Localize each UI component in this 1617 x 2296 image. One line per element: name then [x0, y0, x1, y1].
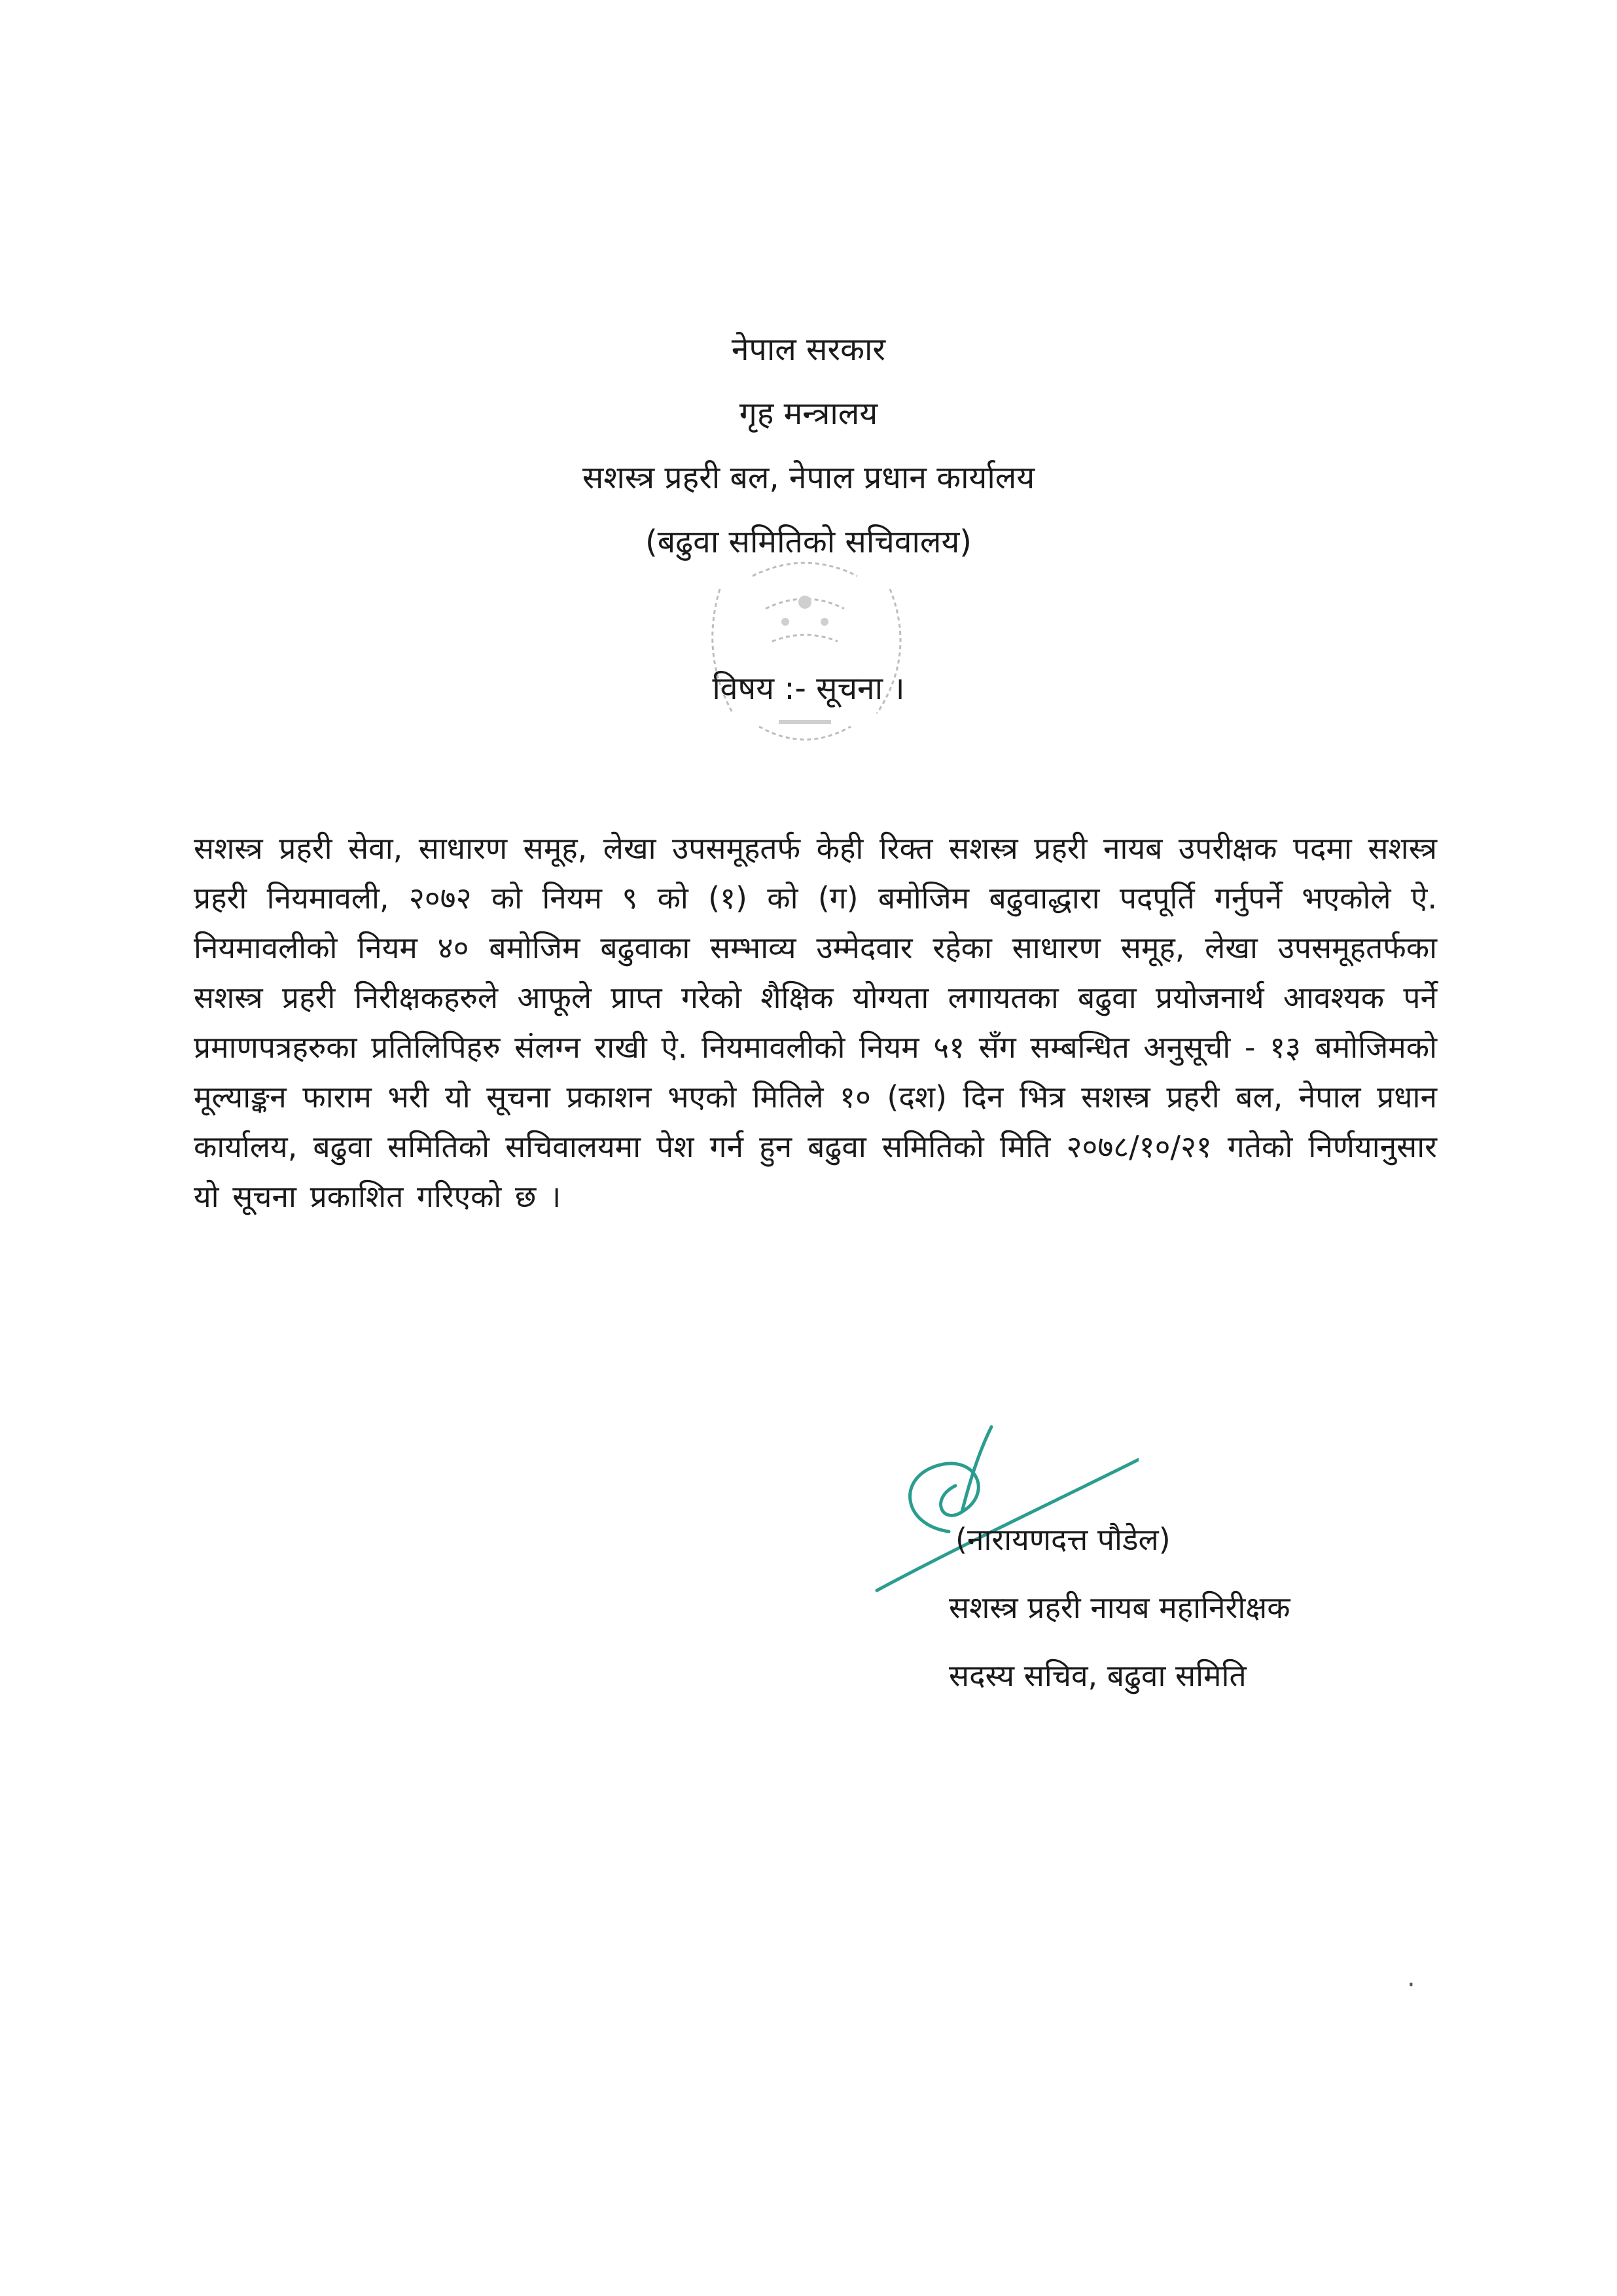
office-name: सशस्त्र प्रहरी बल, नेपाल प्रधान कार्यालय	[582, 459, 1035, 496]
scan-speck: ·	[1407, 1970, 1415, 2000]
signatory-name: (नारायणदत्त पौडेल)	[955, 1522, 1171, 1557]
ministry-name: गृह मन्त्रालय	[739, 395, 878, 432]
secretariat-name: (बढुवा समितिको सचिवालय)	[645, 524, 972, 560]
signatory-block	[949, 1505, 1472, 1710]
signatory-rank: सशस्त्र प्रहरी नायब महानिरीक्षक	[949, 1590, 1290, 1625]
faded-seal-image	[674, 550, 936, 766]
government-name: नेपाल सरकार	[731, 331, 886, 368]
notice-body: सशस्त्र प्रहरी सेवा, साधारण समूह, लेखा उपसमूहतर्फ केही रिक्त सशस्त्र प्रहरी नायब उपरीक्षक पदमा सशस्त्र प्रहरी नियमावली, २०७२ को नियम ९ को (१) को (ग) बमोजिम बढुवाद्धारा पदपूर्ति गर्नुपर्ने भएकोले ऐ. नियमावलीको नियम ४० बमोजिम बढुवाका सम्भाव्य उम्मेदवार रहेका साधारण समूह, लेखा उपसमूहतर्फका सशस्त्र प्रहरी निरीक्षकहरुले आफूले प्राप्त गरेको शैक्षिक योग्यता लगायतका बढुवा प्रयोजनार्थ आवश्यक पर्ने प्रमाणपत्रहरुका प्रतिलिपिहरु संलग्न राखी ऐ. नियमावलीको नियम ५१ सँग सम्बन्धित अनुसूची - १३ बमोजिमको मूल्याङ्कन फाराम भरी यो सूचना प्रकाशन भएको मितिले १० (दश) दिन भित्र सशस्त्र प्रहरी बल, नेपाल प्रधान कार्यालय, बढुवा समितिको सचिवालयमा पेश गर्न हुन बढुवा समितिको मिति २०७८/१०/२१ गतेको निर्णयानुसार यो सूचना प्रकाशित गरिएको छ ।	[194, 831, 1437, 1214]
signatory-role: सदस्य सचिव, बढुवा समिति	[949, 1658, 1247, 1693]
subject-line: विषय :- सूचना ।	[712, 670, 905, 707]
